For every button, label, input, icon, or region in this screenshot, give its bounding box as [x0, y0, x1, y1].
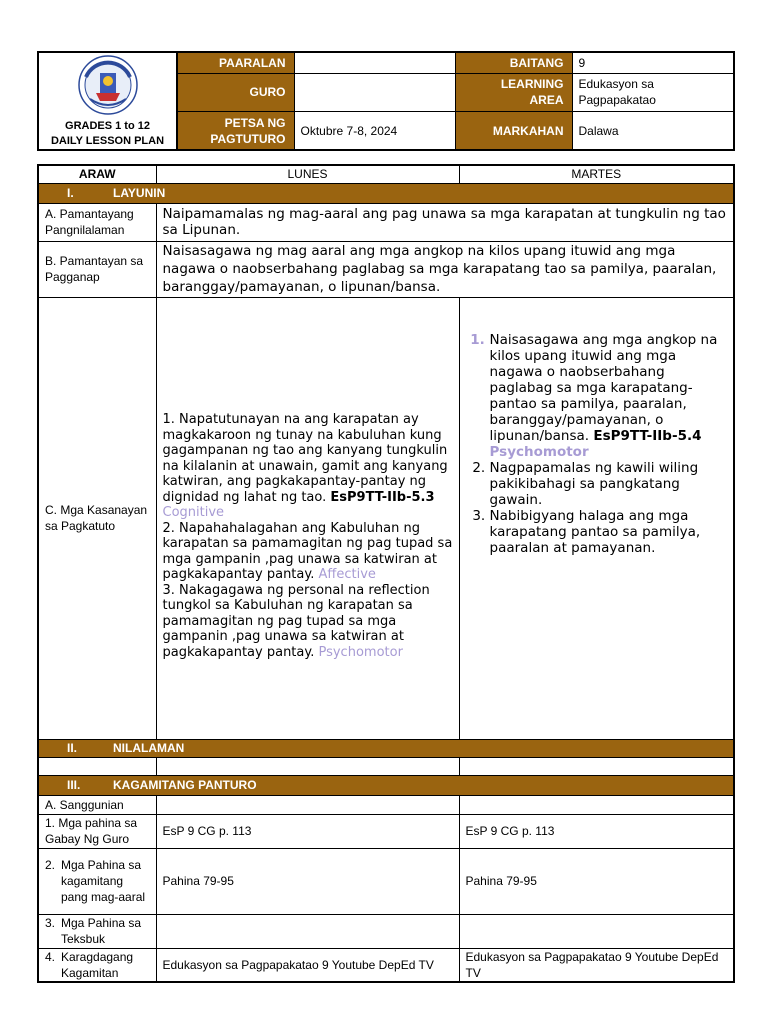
teksbuk-label: 3. Mga Pahina sa Teksbuk [38, 914, 156, 948]
petsa-value: Oktubre 7-8, 2024 [294, 112, 455, 150]
header-table [37, 51, 735, 151]
plan-title-line2: DAILY LESSON PLAN [50, 135, 165, 147]
gabay-guro-lunes: EsP 9 CG p. 113 [156, 814, 459, 848]
lunes-objective-3: 3. Nakagagawa ng personal na reflection tungkol sa Kabuluhan ng karapatan sa pamamagitan ng pag tupad sa mga gampanin ,pag unawa sa katwiran at pagkakapantay pantay. Psychomotor [162, 582, 430, 660]
sanggunian-label: A. Sanggunian [38, 795, 156, 814]
deped-seal-icon [78, 55, 138, 115]
column-header-martes: MARTES [459, 165, 734, 183]
markahan-label: MARKAHAN [455, 112, 572, 150]
gabay-guro-martes: EsP 9 CG p. 113 [459, 814, 734, 848]
sanggunian-lunes [156, 795, 459, 814]
martes-objective-1: 1. Naisasagawa ang mga angkop na kilos upang ituwid ang mga nagawa o naobserbahang paglabag sa mga karapatang-pantao sa pamilya, paaralan, baranggay/pamayanan, o lipunan/bansa. EsP9TT-IIb-5.4 Psychomotor [490, 332, 728, 460]
sanggunian-martes [459, 795, 734, 814]
kagamitang-mag-aaral-label: 2. Mga Pahina sa kagamitang pang mag-aaral [38, 848, 156, 914]
teksbuk-martes [459, 914, 734, 948]
header-logo-cell [38, 52, 177, 150]
nilalaman-lunes-cell [156, 757, 459, 775]
pamantayang-pangnilalaman-text: Naipamamalas ng mag-aaral ang pag unawa sa mga karapatan at tungkulin ng tao sa Lipunan. [156, 203, 734, 241]
karagdagang-kagamitan-lunes: Edukasyon sa Pagpapakatao 9 Youtube DepEd TV [156, 948, 459, 982]
karagdagang-kagamitan-martes: Edukasyon sa Pagpapakatao 9 Youtube DepEd TV [459, 948, 734, 982]
column-header-araw: ARAW [38, 165, 156, 183]
baitang-value: 9 [572, 52, 734, 73]
petsa-label: PETSA NG PAGTUTURO [177, 112, 294, 150]
pamantayan-sa-pagganap-label: B. Pamantayan sa Pagganap [38, 241, 156, 297]
teksbuk-lunes [156, 914, 459, 948]
markahan-value: Dalawa [572, 112, 734, 150]
guro-label: GURO [177, 73, 294, 111]
paaralan-label: PAARALAN [177, 52, 294, 73]
section-nilalaman: II. NILALAMAN [38, 739, 734, 757]
lunes-objective-2: 2. Napahahalagahan ang Kabuluhan ng karapatan sa pamamagitan ng pag tupad sa mga gampanin ,pag unawa sa katwiran at pagkakapantay pantay. Affective [162, 520, 453, 582]
plan-title-line1: GRADES 1 to 12 [65, 120, 150, 132]
section-layunin: I. LAYUNIN [38, 183, 734, 203]
karagdagang-kagamitan-label: 4. Karagdagang Kagamitan [38, 948, 156, 982]
learning-area-value: Edukasyon sa Pagpapakatao [572, 73, 734, 111]
nilalaman-araw-cell [38, 757, 156, 775]
section-kagamitang-panturo: III. KAGAMITANG PANTURO [38, 775, 734, 795]
guro-value [294, 73, 455, 111]
mga-kasanayan-label: C. Mga Kasanayan sa Pagkatuto [38, 297, 156, 739]
lunes-objective-1: 1. Napatutunayan na ang karapatan ay magkakaroon ng tunay na kabuluhan kung gagampanan ng tao ang kanyang tungkulin na kilalanin at unawain, gamit ang kanyang katwiran, ang pagkakapantay-pantay ng dignidad ng lahat ng tao. EsP9TT-IIb-5.3 Cognitive [162, 412, 448, 520]
learning-area-label: LEARNING AREA [455, 73, 572, 111]
baitang-label: BAITANG [455, 52, 572, 73]
nilalaman-martes-cell [459, 757, 734, 775]
column-header-lunes: LUNES [156, 165, 459, 183]
martes-kasanayan-cell [459, 297, 734, 739]
lesson-plan-table [37, 164, 735, 983]
martes-objective-2: 2. Nagpapamalas ng kawili wiling pakikibahagi sa pangkatang gawain. [490, 460, 728, 508]
paaralan-value [294, 52, 455, 73]
pamantayang-pangnilalaman-label: A. Pamantayang Pangnilalaman [38, 203, 156, 241]
kagamitang-mag-aaral-martes: Pahina 79-95 [459, 848, 734, 914]
lunes-kasanayan-cell [156, 297, 459, 739]
martes-objective-3: 3. Nabibigyang halaga ang mga karapatang pantao sa pamilya, paaralan at pamayanan. [490, 508, 728, 556]
kagamitang-mag-aaral-lunes: Pahina 79-95 [156, 848, 459, 914]
pamantayan-sa-pagganap-text: Naisasagawa ng mag aaral ang mga angkop na kilos upang ituwid ang mga nagawa o naobserbahang paglabag sa mga karapatang tao sa pamilya, paaralan, baranggay/pamayanan, o lipunan/bansa. [156, 241, 734, 297]
gabay-guro-label: 1. Mga pahina sa Gabay Ng Guro [38, 814, 156, 848]
